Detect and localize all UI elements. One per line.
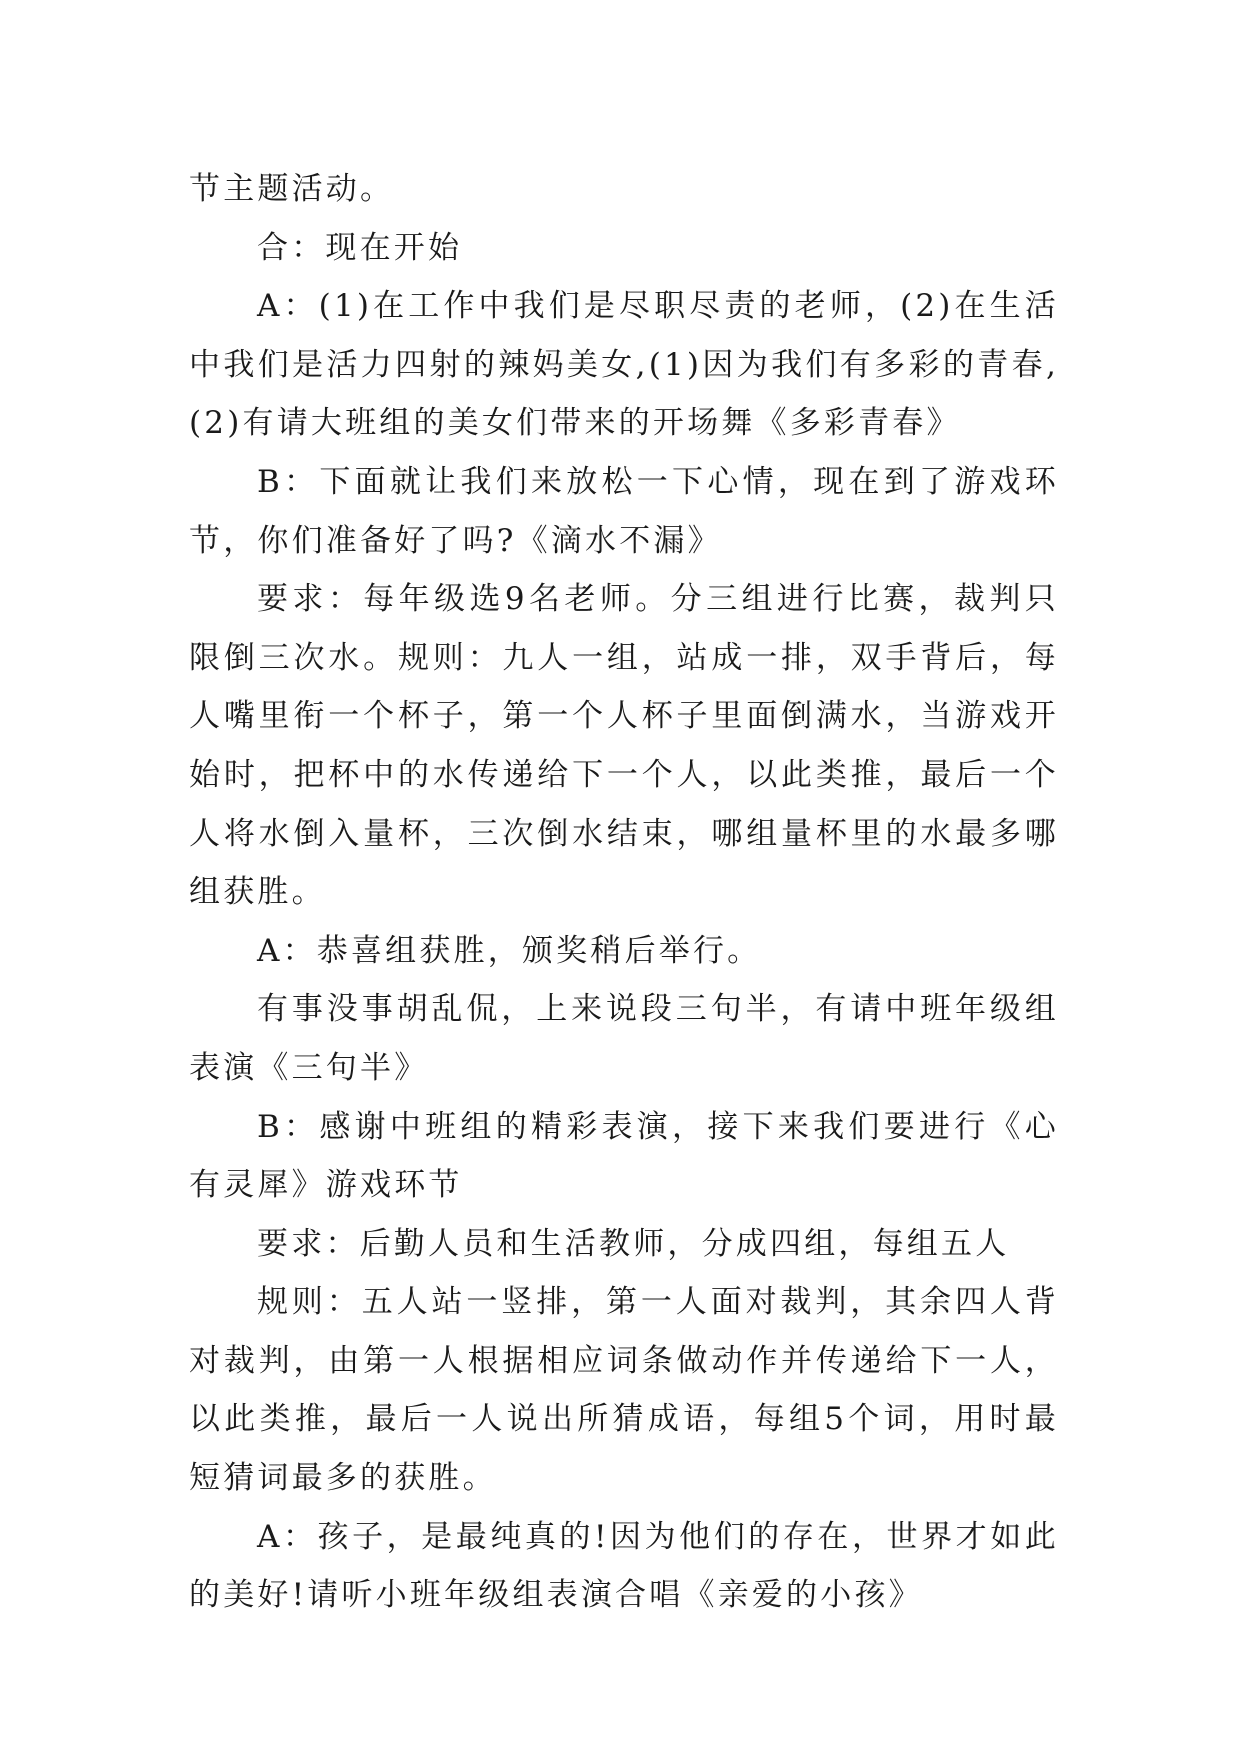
paragraph-4: B：下面就让我们来放松一下心情，现在到了游戏环节，你们准备好了吗?《滴水不漏》 [189, 463, 1059, 559]
paragraph-8: B：感谢中班组的精彩表演，接下来我们要进行《心有灵犀》游戏环节 [189, 1108, 1059, 1204]
paragraph-3: A：(1)在工作中我们是尽职尽责的老师，(2)在生活中我们是活力四射的辣妈美女,(1)因为我们有多彩的青春,(2)有请大班组的美女们带来的开场舞《多彩青春》 [189, 288, 1059, 442]
paragraph-10: 规则：五人站一竖排，第一人面对裁判，其余四人背对裁判，由第一人根据相应词条做动作并传递给下一人，以此类推，最后一人说出所猜成语，每组5个词，用时最短猜词最多的获胜。 [189, 1284, 1059, 1497]
document-body [189, 160, 1059, 1625]
paragraph-5: 要求：每年级选9名老师。分三组进行比赛，裁判只限倒三次水。规则：九人一组，站成一排，双手背后，每人嘴里衔一个杯子，第一个人杯子里面倒满水，当游戏开始时，把杯中的水传递给下一个人，以此类推，最后一个人将水倒入量杯，三次倒水结束，哪组量杯里的水最多哪组获胜。 [189, 581, 1059, 911]
paragraph-6: A：恭喜组获胜，颁奖稍后举行。 [257, 932, 762, 969]
paragraph-1: 节主题活动。 [189, 171, 395, 207]
paragraph-2: 合：现在开始 [257, 229, 463, 266]
paragraph-11: A：孩子，是最纯真的!因为他们的存在，世界才如此的美好!请听小班年级组表演合唱《亲爱的小孩》 [189, 1518, 1059, 1614]
paragraph-9: 要求：后勤人员和生活教师，分成四组，每组五人 [257, 1225, 1010, 1262]
paragraph-7: 有事没事胡乱侃，上来说段三句半，有请中班年级组表演《三句半》 [189, 991, 1059, 1086]
